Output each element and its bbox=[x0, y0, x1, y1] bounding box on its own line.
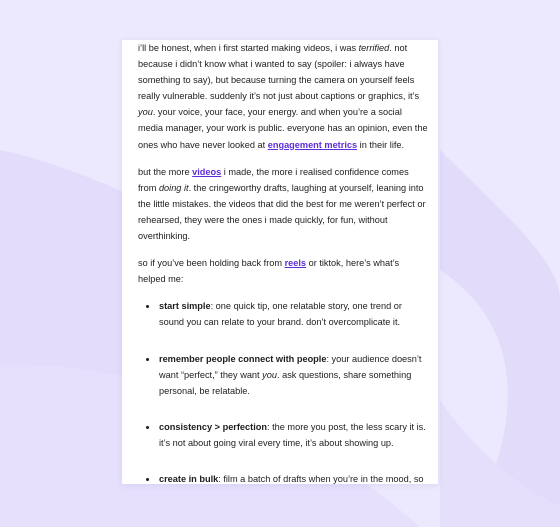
tip-text: : film a batch of drafts when you’re in the mood, so bbox=[218, 473, 424, 484]
list-item bbox=[158, 298, 428, 330]
tip-text: : your audience doesn’t want “perfect,” they want bbox=[159, 353, 422, 380]
tip-text: : one quick tip, one relatable story, one trend or sound you can relate to your brand. don’t overcomplicate it. bbox=[159, 301, 402, 328]
text: . not because i didn’t know what i wanted to say (spoiler: i always have something to say), but because turning the camera on yourself feels really vulnerable. suddenly it’s not just about captions or graphics, it’s bbox=[138, 43, 420, 102]
emphasis: you bbox=[138, 107, 153, 118]
tip-title: start simple bbox=[159, 301, 211, 312]
text: in their life. bbox=[357, 139, 405, 150]
article-content bbox=[138, 40, 428, 484]
reels-link[interactable]: reels bbox=[284, 258, 307, 269]
emphasis: terrified bbox=[358, 43, 390, 53]
paragraph-intro bbox=[138, 40, 428, 153]
videos-link[interactable]: videos bbox=[192, 166, 222, 177]
tip-title: consistency > perfection bbox=[159, 421, 267, 432]
list-item bbox=[158, 471, 428, 484]
paragraph-confidence bbox=[138, 164, 428, 244]
emphasis: doing it bbox=[158, 182, 189, 193]
article-card bbox=[122, 40, 438, 484]
tip-text: . ask questions, share something personal, be relatable. bbox=[159, 369, 412, 396]
text: . the cringeworthy drafts, laughing at yourself, leaning into the little mistakes. the videos that did the best for me weren’t perfect or rehearsed, they were the ones i made quickly, for fun, without overthinking. bbox=[138, 182, 426, 242]
text: i’ll be honest, when i first started making videos, i was bbox=[138, 43, 359, 53]
tip-title: create in bulk bbox=[159, 473, 219, 484]
tips-list bbox=[138, 298, 428, 484]
emphasis: you bbox=[262, 369, 277, 380]
tip-text: : the more you post, the less scary it is. it’s not about going viral every time, it’s about showing up. bbox=[159, 421, 426, 448]
text: or tiktok, here’s what’s helped me: bbox=[138, 258, 400, 285]
text: but the more bbox=[138, 166, 193, 177]
text: i made, the more i realised confidence comes from bbox=[138, 166, 409, 193]
paragraph-tips-intro bbox=[138, 255, 428, 287]
engagement-metrics-link[interactable]: engagement metrics bbox=[267, 139, 358, 150]
list-item bbox=[158, 419, 428, 451]
text: . your voice, your face, your energy. and when you’re a social media manager, your work is public. everyone has an opinion, even the ones who have never looked at bbox=[138, 107, 428, 150]
list-item bbox=[158, 351, 428, 399]
tip-title: remember people connect with people bbox=[159, 353, 327, 364]
text: so if you’ve been holding back from bbox=[138, 258, 285, 269]
